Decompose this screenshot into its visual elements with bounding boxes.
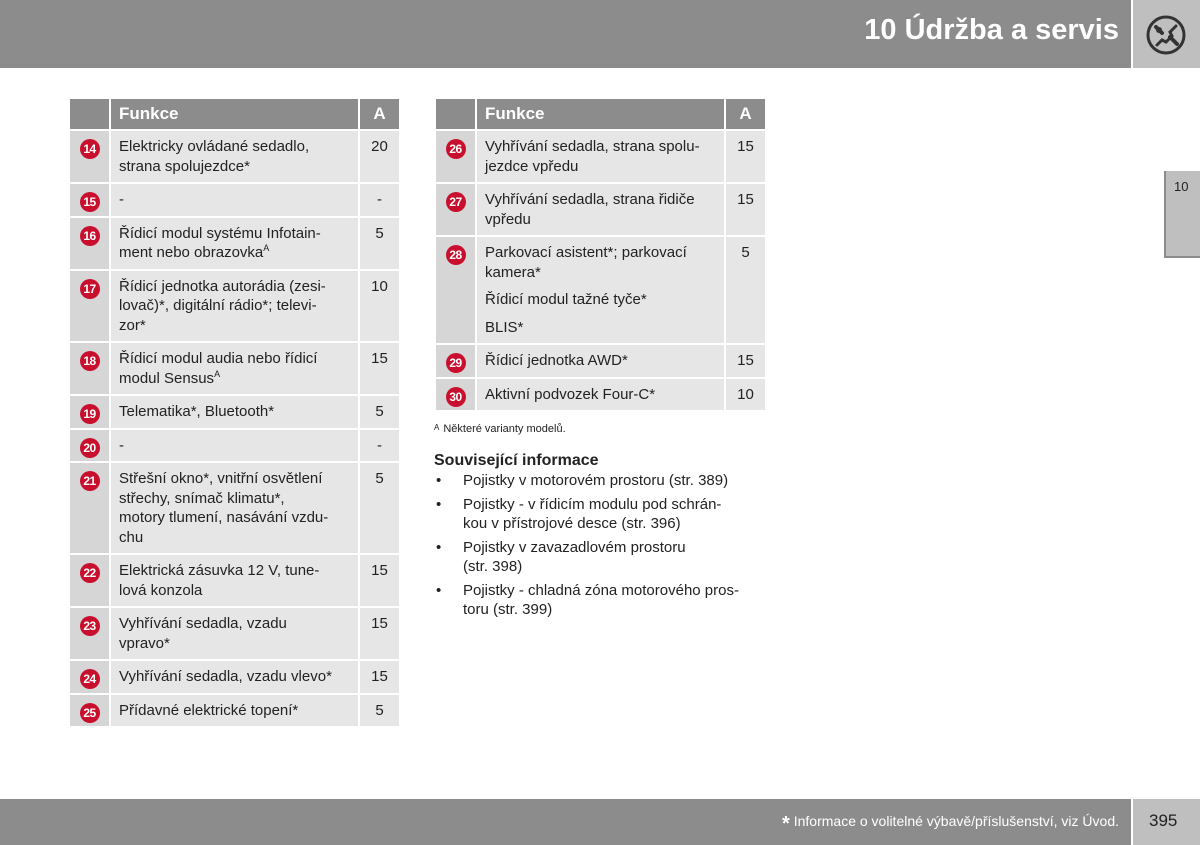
table-row xyxy=(435,236,766,344)
fuse-amperage-cell: 10 xyxy=(725,378,766,412)
fuse-function-cell xyxy=(110,429,359,463)
footnote-reference: A xyxy=(214,368,221,379)
fuse-number-badge: 16 xyxy=(80,226,100,246)
function-text-line xyxy=(485,243,716,263)
fuse-number-badge: 26 xyxy=(446,139,466,159)
function-text: kamera* xyxy=(485,263,541,281)
header-number xyxy=(435,98,476,130)
fuse-function-cell xyxy=(476,183,725,236)
fuse-function-cell xyxy=(110,660,359,694)
fuse-number-cell xyxy=(69,183,110,217)
related-link-item[interactable] xyxy=(434,538,774,576)
fuse-amperage-cell: 5 xyxy=(359,217,400,270)
function-text-line xyxy=(119,137,350,157)
fuse-number-badge: 18 xyxy=(80,351,100,371)
function-text: strana spolujezdce* xyxy=(119,157,250,175)
fuse-number-cell xyxy=(69,270,110,343)
fuse-amperage-cell: 10 xyxy=(359,270,400,343)
function-text: Telematika*, Bluetooth* xyxy=(119,403,275,420)
fuse-table-left xyxy=(68,97,401,728)
related-link-text: toru (str. 399) xyxy=(463,601,553,618)
paragraph-gap xyxy=(485,310,716,318)
chapter-title: 10 Údržba a servis xyxy=(864,14,1119,46)
fuse-number-cell xyxy=(69,554,110,607)
function-text-line xyxy=(119,316,350,336)
fuse-function-cell xyxy=(110,462,359,554)
related-link-text: • Pojistky - v řídicím modulu pod schrán- xyxy=(463,496,722,513)
function-text: - xyxy=(119,191,124,208)
function-text: zor* xyxy=(119,316,146,334)
fuse-function-cell xyxy=(110,554,359,607)
footnote-reference: A xyxy=(263,243,270,253)
table-row xyxy=(435,378,766,412)
fuse-amperage-cell: 15 xyxy=(725,130,766,183)
function-text-line xyxy=(119,243,350,263)
function-text: motory tlumení, nasávání vzdu- xyxy=(119,509,329,526)
fuse-number-badge: 29 xyxy=(446,353,466,373)
fuse-function-cell xyxy=(110,694,359,728)
table-row xyxy=(435,130,766,183)
function-text: lovač)*, digitální rádio*; televi- xyxy=(119,297,317,314)
function-text: Řídicí jednotka autorádia (zesi- xyxy=(119,277,326,295)
fuse-amperage-cell: 20 xyxy=(359,130,400,183)
footnote-mark: A xyxy=(434,423,440,432)
footnote-text: Některé varianty modelů. xyxy=(443,423,566,435)
fuse-function-cell xyxy=(110,130,359,183)
footer-note xyxy=(782,813,1119,836)
table-row xyxy=(69,395,400,429)
fuse-number-cell xyxy=(435,236,476,344)
fuse-number-badge: 14 xyxy=(80,139,100,159)
fuse-amperage-cell: 5 xyxy=(725,236,766,344)
table-row xyxy=(69,694,400,728)
function-text: lová konzola xyxy=(119,581,203,599)
header-function: Funkce xyxy=(476,98,725,130)
function-text-line xyxy=(119,296,350,316)
function-text-line xyxy=(119,224,350,244)
function-text: Elektrická zásuvka 12 V, tune- xyxy=(119,562,320,579)
fuse-amperage-cell: 15 xyxy=(725,344,766,378)
function-text: Vyhřívání sedadla, vzadu vlevo* xyxy=(119,668,332,685)
function-text: vpředu xyxy=(485,210,531,228)
fuse-amperage-cell: 5 xyxy=(359,462,400,554)
function-text: chu xyxy=(119,528,144,546)
fuse-amperage-cell: 5 xyxy=(359,694,400,728)
fuse-number-cell xyxy=(69,694,110,728)
function-text-line xyxy=(485,137,716,157)
fuse-number-badge: 28 xyxy=(446,245,466,265)
footer-star: * xyxy=(781,813,790,835)
fuse-number-badge: 17 xyxy=(80,279,100,299)
function-text: Řídicí modul audia nebo řídicí xyxy=(119,350,318,367)
fuse-amperage-cell: 15 xyxy=(359,607,400,660)
header-amperage: A xyxy=(359,98,400,130)
related-link-text: • Pojistky - chladná zóna motorového pros- xyxy=(463,582,739,599)
fuse-number-cell xyxy=(435,183,476,236)
fuse-number-cell xyxy=(69,342,110,395)
fuse-amperage-cell: 15 xyxy=(359,342,400,395)
function-text: jezdce vpředu xyxy=(485,157,579,175)
chapter-icon-box xyxy=(1133,0,1200,68)
fuse-number-badge: 25 xyxy=(80,703,100,723)
related-link-item[interactable] xyxy=(434,581,774,619)
function-text: Vyhřívání sedadla, vzadu xyxy=(119,615,287,632)
function-text-line xyxy=(119,277,350,297)
chapter-side-tab-label: 10 xyxy=(1174,179,1189,194)
header-number xyxy=(69,98,110,130)
fuse-number-badge: 23 xyxy=(80,616,100,636)
fuse-number-cell xyxy=(69,429,110,463)
table-row xyxy=(69,607,400,660)
function-text-extra: BLIS* xyxy=(485,318,524,336)
table-row xyxy=(69,342,400,395)
function-text: Elektricky ovládané sedadlo, xyxy=(119,138,310,155)
related-link-item[interactable] xyxy=(434,471,774,490)
related-title: Související informace xyxy=(434,452,599,469)
function-text-line xyxy=(119,157,350,177)
fuse-number-cell xyxy=(69,130,110,183)
fuse-amperage-cell: 15 xyxy=(359,554,400,607)
function-text: Střešní okno*, vnitřní osvětlení xyxy=(119,470,323,487)
page-footer xyxy=(0,799,1131,845)
function-text-line xyxy=(119,508,350,528)
function-text-line xyxy=(485,157,716,177)
table-row xyxy=(69,462,400,554)
function-text-line xyxy=(485,385,716,405)
function-text-line xyxy=(485,210,716,230)
table-row xyxy=(69,429,400,463)
fuse-number-cell xyxy=(69,395,110,429)
chapter-side-tab xyxy=(1164,171,1200,258)
fuse-table-right xyxy=(434,97,767,412)
function-text: Aktivní podvozek Four-C* xyxy=(485,385,656,403)
function-text-line xyxy=(119,701,350,721)
function-text-line xyxy=(119,561,350,581)
fuse-number-badge: 24 xyxy=(80,669,100,689)
function-text: Vyhřívání sedadla, strana řidiče xyxy=(485,191,695,208)
function-text-line xyxy=(119,469,350,489)
function-text-extra: Řídicí modul tažné tyče* xyxy=(485,291,647,308)
function-text-line xyxy=(119,190,350,210)
fuse-number-cell xyxy=(69,462,110,554)
function-text: modul Sensus xyxy=(119,369,215,387)
fuse-number-cell xyxy=(69,660,110,694)
fuse-amperage-cell: - xyxy=(359,183,400,217)
function-text: - xyxy=(119,436,124,454)
fuse-number-badge: 19 xyxy=(80,404,100,424)
function-text-line xyxy=(119,528,350,548)
function-text: Parkovací asistent*; parkovací xyxy=(485,244,687,261)
function-text: Řídicí jednotka AWD* xyxy=(485,352,628,369)
fuse-number-cell xyxy=(435,378,476,412)
function-text: Řídicí modul systému Infotain- xyxy=(119,224,321,242)
fuse-number-cell xyxy=(69,217,110,270)
table-row xyxy=(69,130,400,183)
fuse-function-cell xyxy=(476,236,725,344)
function-text: vpravo* xyxy=(119,634,170,652)
function-text-line xyxy=(119,667,350,687)
fuse-number-badge: 30 xyxy=(446,387,466,407)
table-row xyxy=(435,183,766,236)
footnote xyxy=(434,423,566,435)
table-row xyxy=(69,183,400,217)
fuse-number-cell xyxy=(435,130,476,183)
function-text-line xyxy=(119,349,350,369)
function-text-line xyxy=(119,369,350,389)
fuse-amperage-cell: 5 xyxy=(359,395,400,429)
fuse-function-cell xyxy=(110,342,359,395)
function-text-line xyxy=(119,402,350,422)
page-number-box xyxy=(1133,799,1200,845)
function-text-line xyxy=(119,581,350,601)
related-list xyxy=(434,471,774,619)
fuse-amperage-cell: - xyxy=(359,429,400,463)
fuse-function-cell xyxy=(110,183,359,217)
function-text-line xyxy=(119,436,350,456)
wrench-in-gear-icon xyxy=(1145,14,1187,56)
table-row xyxy=(69,554,400,607)
fuse-number-cell xyxy=(435,344,476,378)
function-text: Přídavné elektrické topení* xyxy=(119,701,299,719)
related-link-item[interactable] xyxy=(434,495,774,533)
related-link-text: (str. 398) xyxy=(463,558,523,575)
footer-note-text: Informace o volitelné výbavě/příslušenství, viz Úvod. xyxy=(793,813,1119,829)
fuse-amperage-cell: 15 xyxy=(359,660,400,694)
related-link-text: • Pojistky v motorovém prostoru (str. 389) xyxy=(463,472,729,489)
fuse-number-badge: 20 xyxy=(80,438,100,458)
fuse-number-cell xyxy=(69,607,110,660)
table-row xyxy=(69,270,400,343)
fuse-function-cell xyxy=(476,130,725,183)
header-amperage: A xyxy=(725,98,766,130)
header-function: Funkce xyxy=(110,98,359,130)
function-text-line xyxy=(119,634,350,654)
function-text-line xyxy=(119,614,350,634)
function-text-line xyxy=(485,263,716,283)
function-text-line xyxy=(485,351,716,371)
paragraph-gap xyxy=(485,282,716,290)
function-text-line xyxy=(485,190,716,210)
table-row xyxy=(69,217,400,270)
fuse-function-cell xyxy=(110,607,359,660)
fuse-function-cell xyxy=(110,395,359,429)
fuse-number-badge: 21 xyxy=(80,471,100,491)
fuse-function-cell xyxy=(476,344,725,378)
related-information xyxy=(434,452,774,624)
related-link-text: kou v přístrojové desce (str. 396) xyxy=(463,515,681,532)
fuse-function-cell xyxy=(110,217,359,270)
table-header-row xyxy=(435,98,766,130)
fuse-function-cell xyxy=(476,378,725,412)
function-text: střechy, snímač klimatu*, xyxy=(119,489,285,507)
table-row xyxy=(69,660,400,694)
function-text: ment nebo obrazovka xyxy=(119,244,264,261)
page-header xyxy=(0,0,1131,68)
fuse-number-badge: 22 xyxy=(80,563,100,583)
page-number: 395 xyxy=(1149,811,1178,830)
function-text: Vyhřívání sedadla, strana spolu- xyxy=(485,138,700,155)
fuse-number-badge: 15 xyxy=(80,192,100,212)
fuse-amperage-cell: 15 xyxy=(725,183,766,236)
function-text-line xyxy=(119,489,350,509)
table-row xyxy=(435,344,766,378)
fuse-function-cell xyxy=(110,270,359,343)
fuse-number-badge: 27 xyxy=(446,192,466,212)
related-link-text: • Pojistky v zavazadlovém prostoru xyxy=(463,539,686,556)
table-header-row xyxy=(69,98,400,130)
